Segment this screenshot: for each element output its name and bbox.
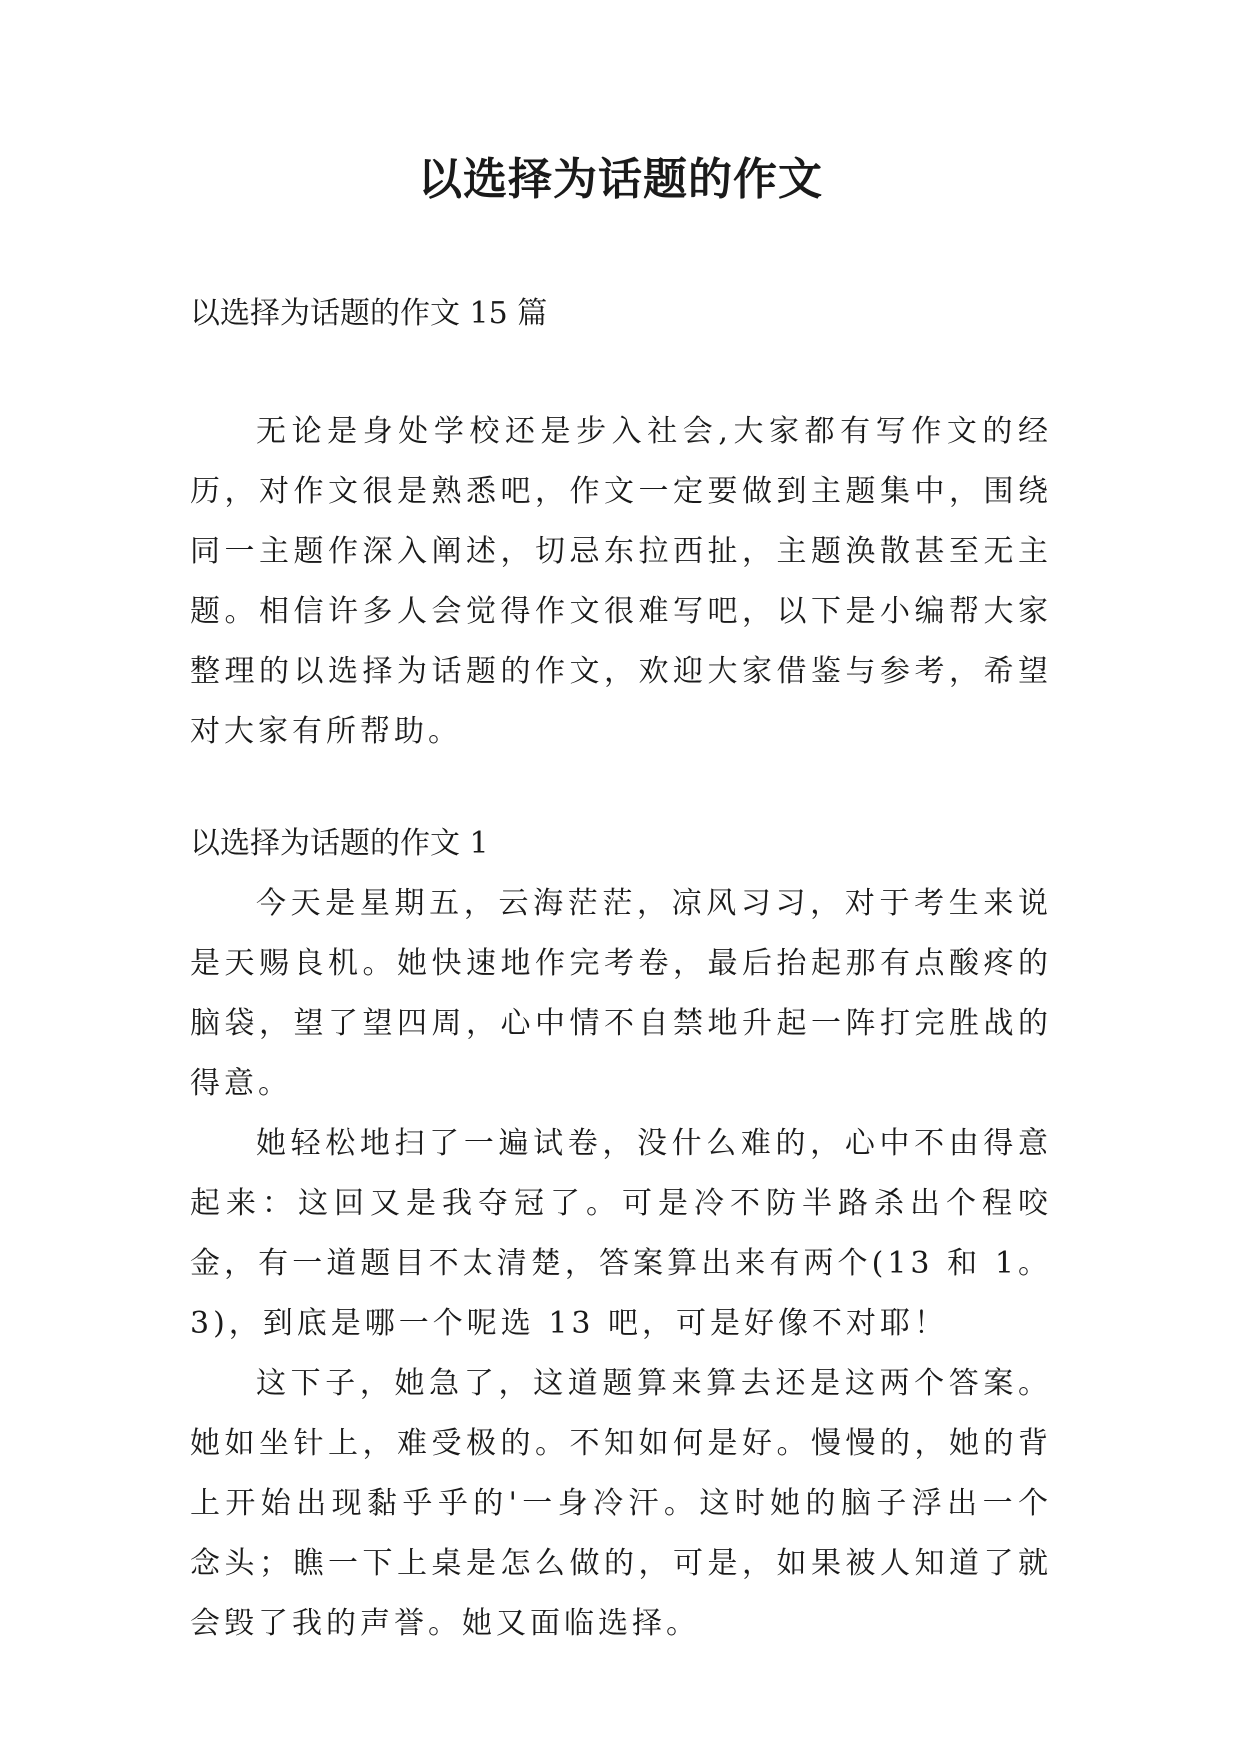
- document-title: 以选择为话题的作文: [418, 154, 823, 205]
- intro-paragraph: 无论是身处学校还是步入社会,大家都有写作文的经历，对作文很是熟悉吧，作文一定要做到主题集中，围绕同一主题作深入阐述，切忌东拉西扯，主题涣散甚至无主题。相信许多人会觉得作文很难写吧，以下是小编帮大家整理的以选择为话题的作文，欢迎大家借鉴与参考，希望对大家有所帮助。: [190, 414, 1052, 749]
- intro-block: [190, 402, 1052, 762]
- essay-paragraph: 这下子，她急了，这道题算来算去还是这两个答案。她如坐针上，难受极的。不知如何是好。慢慢的，她的背上开始出现黏乎乎的'一身冷汗。这时她的脑子浮出一个念头；瞧一下上桌是怎么做的，可是，如果被人知道了就会毁了我的声誉。她又面临选择。: [190, 1366, 1052, 1641]
- section-heading: 以选择为话题的作文 1: [190, 826, 489, 861]
- document-subtitle: 以选择为话题的作文 15 篇: [190, 296, 548, 331]
- essay-body: [190, 874, 1052, 1654]
- essay-paragraph: 今天是星期五，云海茫茫，凉风习习，对于考生来说是天赐良机。她快速地作完考卷，最后抬起那有点酸疼的脑袋，望了望四周，心中情不自禁地升起一阵打完胜战的得意。: [190, 886, 1052, 1101]
- essay-paragraph: 她轻松地扫了一遍试卷，没什么难的，心中不由得意起来：这回又是我夺冠了。可是冷不防半路杀出个程咬金，有一道题目不太清楚，答案算出来有两个(13 和 1。3)，到底是哪一个呢选 13 吧，可是好像不对耶！: [190, 1126, 1052, 1341]
